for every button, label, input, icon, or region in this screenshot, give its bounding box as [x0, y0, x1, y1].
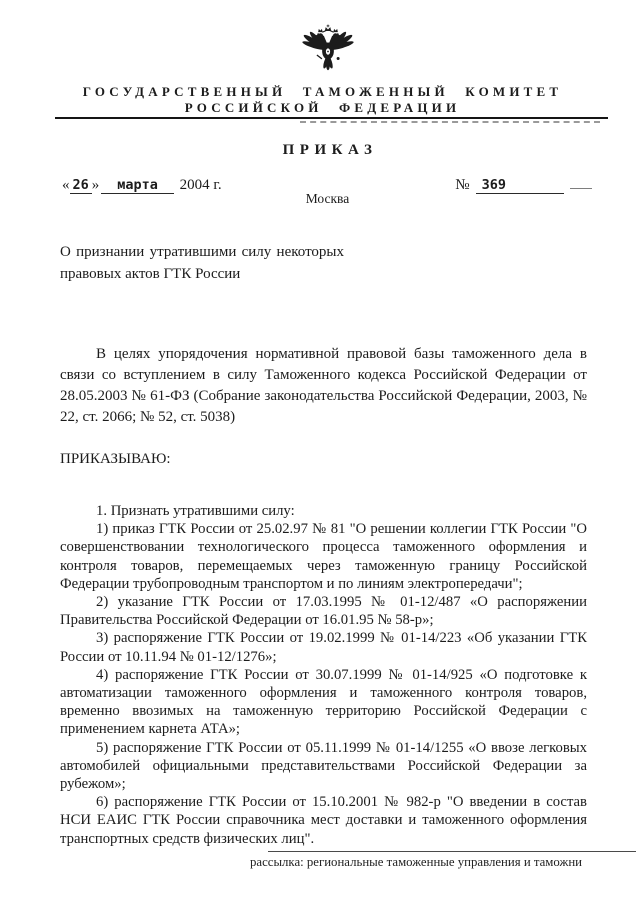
footer-divider: [268, 851, 636, 852]
org-name-line1: ГОСУДАРСТВЕННЫЙ ТАМОЖЕННЫЙ КОМИТЕТ: [82, 84, 563, 99]
distribution-note: рассылка: региональные таможенные управления и таможни: [250, 855, 583, 869]
org-name-line2: РОССИЙСКОЙ ФЕДЕРАЦИИ: [184, 99, 461, 115]
number-underline-artifact: [570, 174, 592, 189]
order-item: 3) распоряжение ГТК России от 19.02.1999 № 01-14/223 «Об указании ГТК России от 10.11.94 № 01-12/1276»;: [60, 630, 587, 665]
header-divider: [55, 117, 608, 119]
open-quote: «: [62, 177, 70, 193]
order-item: 2) указание ГТК России от 17.03.1995 № 01-12/487 «О распоряжении Правительства Российской Федерации от 16.01.95 № 58-р»;: [60, 594, 587, 629]
date-day: 26: [70, 177, 92, 194]
header-divider-artifact: [300, 121, 600, 123]
date-month: марта: [101, 177, 174, 194]
order-items: [60, 502, 587, 848]
coat-of-arms-icon: [296, 22, 360, 80]
order-item: 1. Признать утратившими силу:: [96, 503, 295, 519]
order-item: 5) распоряжение ГТК России от 05.11.1999 № 01-14/1255 «О ввозе легковых автомобилей официальными представительствами Российской Федерации за рубежом»;: [60, 739, 587, 793]
subject-block: О признании утратившими силу некоторых правовых актов ГТК России: [60, 244, 344, 282]
date-year: 2004 г.: [179, 177, 222, 193]
city-label: Москва: [305, 191, 350, 206]
order-item: 6) распоряжение ГТК России от 15.10.2001 № 982-р "О введении в состав НСИ ЕАИС ГТК России справочника мест доставки и таможенного оформления транспортных средств физических лиц".: [60, 794, 587, 847]
order-number: 369: [476, 177, 564, 194]
org-header: [30, 84, 615, 115]
preamble-paragraph: В целях упорядочения нормативной правовой базы таможенного дела в связи со вступлением в силу Таможенного кодекса Российской Федерации от 28.05.2003 № 61-ФЗ (Собрание законодательства Российской Федерации, 2003, № 22, ст. 2066; № 52, ст. 5038): [60, 346, 587, 425]
order-item: 4) распоряжение ГТК России от 30.07.1999 № 01-14/925 «О подготовке к автоматизации таможенного оформления и таможенного контроля товаров, временно ввозимых на таможенную территорию Российской Федерации с применением карнета АТА»;: [60, 666, 587, 738]
order-word: ПРИКАЗЫВАЮ:: [60, 451, 171, 467]
document-title: ПРИКАЗ: [282, 142, 378, 158]
number-label: №: [455, 177, 470, 193]
close-quote: »: [91, 177, 100, 193]
order-item: 1) приказ ГТК России от 25.02.97 № 81 "О решении коллегии ГТК России "О совершенствовании технологического процесса таможенного оформления и контроля товаров, перемещаемых через таможенную границу Российской Федерации трубопроводным транспортом и по линиям электропередачи";: [60, 521, 587, 592]
